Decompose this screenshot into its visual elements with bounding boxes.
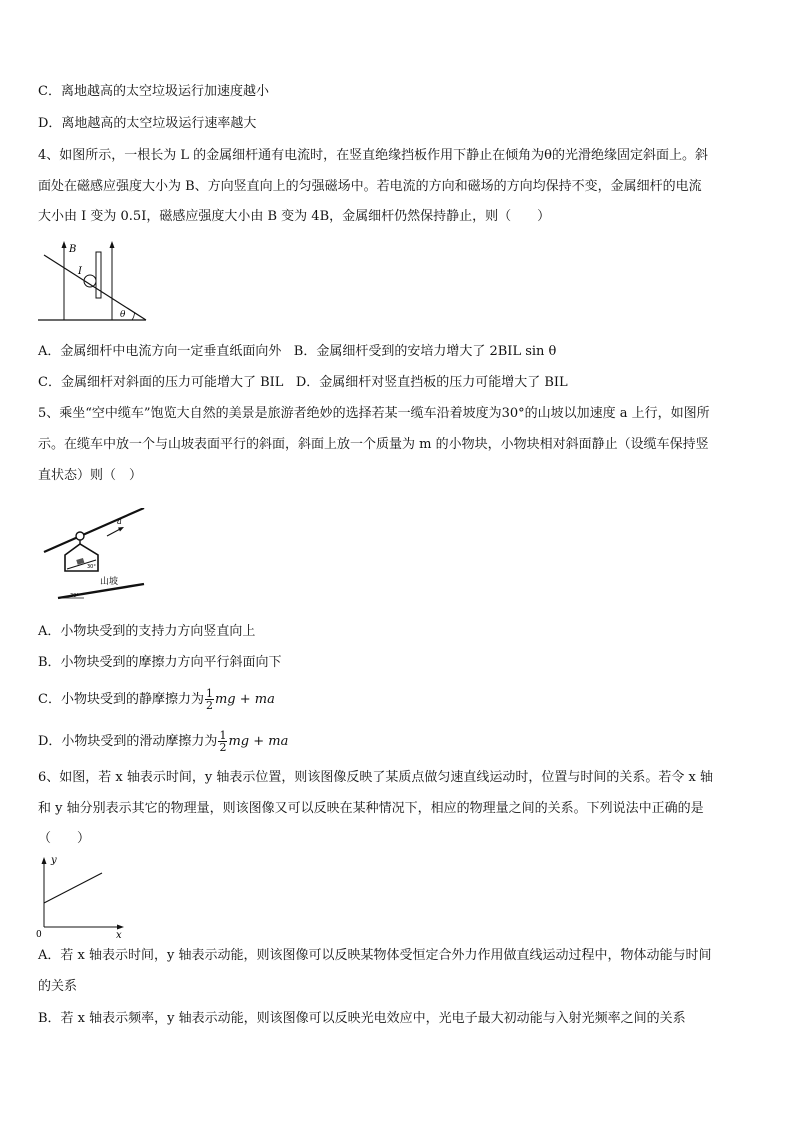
q5-option-d [38,730,760,753]
q4-field-arrow-right [110,241,115,248]
q4-option-c: C．金属细杆对斜面的压力可能增大了 BIL [38,375,284,390]
q4-stem-line1: 4、如图所示，一根长为 L 的金属细杆通有电流时，在竖直绝缘挡板作用下静止在倾角为θ的光滑绝缘固定斜面上。斜 [38,148,708,163]
fraction-numerator: 1 [205,687,213,700]
fraction-denominator: 2 [219,741,227,754]
q4-figure [38,238,150,324]
q6-option-b: B．若 x 轴表示频率，y 轴表示动能，则该图像可以反映光电效应中，光电子最大初动能与入射光频率之间的关系 [38,1011,686,1026]
fraction-denominator: 2 [205,699,213,712]
q5-angle-label-1: 30° [87,564,96,570]
q5-option-c-fraction [205,688,214,711]
q5-label-a: a [117,517,122,526]
q6-label-origin: 0 [36,930,42,939]
q6-graph-line [44,873,102,903]
q6-option-a-line1: A．若 x 轴表示时间，y 轴表示动能，则该图像可以反映某物体受恒定合外力作用做直线运动过程中，物体动能与时间 [38,948,712,963]
q3-option-d: D．离地越高的太空垃圾运行速率越大 [38,116,257,131]
q5-stem-line1: 5、乘坐“空中缆车”饱览大自然的美景是旅游者绝妙的选择若某一缆车沿着坡度为30°的山坡以加速度 a 上行，如图所 [38,406,710,421]
q5-cable [44,508,144,552]
q5-option-d-fraction [218,730,227,753]
q5-figure [40,508,152,604]
q6-x-arrow [117,925,124,930]
q4-label-B: B [69,244,77,255]
q5-angle-label-2: 30° [70,593,79,599]
q6-figure [36,853,128,939]
q4-options-ab [38,342,760,361]
q5-pulley [76,532,84,540]
q4-option-d: D．金属细杆对竖直挡板的压力可能增大了 BIL [295,375,568,390]
q6-label-y: y [51,855,57,866]
q6-option-a-line2: 的关系 [38,979,78,994]
q6-y-arrow [42,857,47,864]
q5-option-d-formula: mg + ma [228,734,289,749]
q3-option-c: C．离地越高的太空垃圾运行加速度越小 [38,84,269,99]
q6-stem-line1: 6、如图，若 x 轴表示时间，y 轴表示位置，则该图像反映了某质点做匀速直线运动时，位置与时间的关系。若令 x 轴 [38,770,713,785]
q5-accel-arrowhead [118,527,124,532]
q5-label-slope: 山坡 [100,577,119,587]
q5-option-c-formula: mg + ma [214,692,275,707]
q4-options-cd [38,373,760,392]
q6-stem-line3: （ ） [38,831,91,846]
q4-label-theta: θ [120,310,126,320]
q4-option-a: A．金属细杆中电流方向一定垂直纸面向外 [38,344,282,359]
q6-label-x: x [116,930,122,939]
q5-option-c-text: C．小物块受到的静摩擦力为 [38,692,204,707]
q5-stem-line2: 示。在缆车中放一个与山坡表面平行的斜面，斜面上放一个质量为 m 的小物块，小物块相对斜面静止（设缆车保持竖 [38,437,709,452]
q4-incline-line [44,255,146,320]
q5-stem-line3: 直状态）则（ ） [38,468,143,483]
q5-option-d-text: D．小物块受到的滑动摩擦力为 [38,734,218,749]
fraction-numerator: 1 [219,729,227,742]
q5-option-a: A．小物块受到的支持力方向竖直向上 [38,624,256,639]
q4-label-I: I [78,266,82,277]
q5-option-c [38,688,760,711]
q5-option-b: B．小物块受到的摩擦力方向平行斜面向下 [38,655,282,670]
q4-stem-line3: 大小由 I 变为 0.5I，磁感应强度大小由 B 变为 4B，金属细杆仍然保持静止，则（ ） [38,209,551,224]
q4-angle-arc [132,313,135,321]
q4-option-b: B．金属细杆受到的安培力增大了 2BIL sin θ [293,344,557,359]
q4-stem-line2: 面处在磁感应强度大小为 B、方向竖直向上的匀强磁场中。若电流的方向和磁场的方向均保持不变，金属细杆的电流 [38,179,702,194]
q6-stem-line2: 和 y 轴分别表示其它的物理量，则该图像又可以反映在某种情况下，相应的物理量之间的关系。下列说法中正确的是 [38,801,704,816]
q4-field-arrow-left [62,241,67,248]
